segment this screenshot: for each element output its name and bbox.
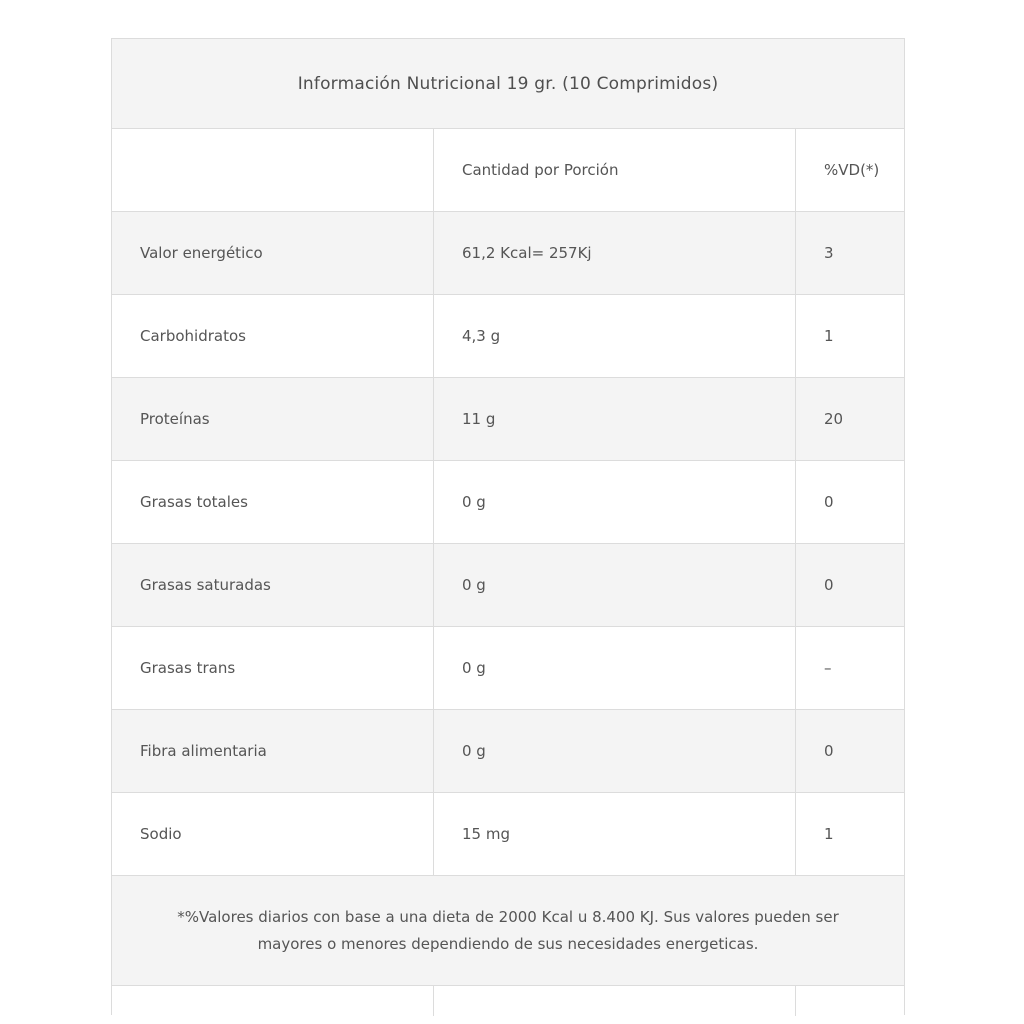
header-daily-value: %VD(*) [824, 161, 880, 179]
header-nutrient [112, 129, 434, 211]
table-row [111, 792, 905, 875]
nutrient-daily-value: 1 [824, 825, 834, 843]
table-row [111, 294, 905, 377]
table-title-row [111, 38, 905, 128]
nutrient-amount: 61,2 Kcal= 257Kj [434, 212, 796, 294]
table-row [111, 543, 905, 626]
nutrient-daily-value: 3 [824, 244, 834, 262]
nutrient-name: Fibra alimentaria [112, 710, 434, 792]
table-header-row [111, 128, 905, 211]
table-footnote-row [111, 875, 905, 985]
empty-cell [796, 986, 904, 1016]
nutrient-daily-value: – [824, 659, 832, 677]
header-amount: Cantidad por Porción [434, 129, 796, 211]
nutrient-name: Grasas saturadas [112, 544, 434, 626]
nutrient-amount: 0 g [434, 544, 796, 626]
nutrient-amount: 0 g [434, 461, 796, 543]
table-row [111, 460, 905, 543]
empty-cell [112, 986, 434, 1016]
nutrient-name: Carbohidratos [112, 295, 434, 377]
nutrient-name: Grasas trans [112, 627, 434, 709]
nutrient-amount: 0 g [434, 627, 796, 709]
nutrient-daily-value: 0 [824, 493, 834, 511]
nutrient-daily-value: 20 [824, 410, 844, 428]
nutrient-amount: 4,3 g [434, 295, 796, 377]
nutrient-name: Sodio [112, 793, 434, 875]
table-row [111, 626, 905, 709]
table-row [111, 211, 905, 294]
nutrient-name: Grasas totales [112, 461, 434, 543]
table-footnote: *%Valores diarios con base a una dieta de 2000 Kcal u 8.400 KJ. Sus valores pueden ser mayores o menores dependiendo de sus necesidades energeticas. [177, 907, 839, 953]
nutrient-amount: 15 mg [434, 793, 796, 875]
table-row-partial [111, 985, 905, 1015]
table-row [111, 377, 905, 460]
empty-cell [434, 986, 796, 1016]
table-row [111, 709, 905, 792]
nutrient-amount: 11 g [434, 378, 796, 460]
nutrition-table [111, 38, 905, 1015]
nutrient-daily-value: 1 [824, 327, 834, 345]
nutrient-daily-value: 0 [824, 742, 834, 760]
nutrient-name: Proteínas [112, 378, 434, 460]
nutrient-name: Valor energético [112, 212, 434, 294]
nutrient-daily-value: 0 [824, 576, 834, 594]
nutrient-amount: 0 g [434, 710, 796, 792]
table-title: Información Nutricional 19 gr. (10 Comprimidos) [297, 73, 719, 94]
